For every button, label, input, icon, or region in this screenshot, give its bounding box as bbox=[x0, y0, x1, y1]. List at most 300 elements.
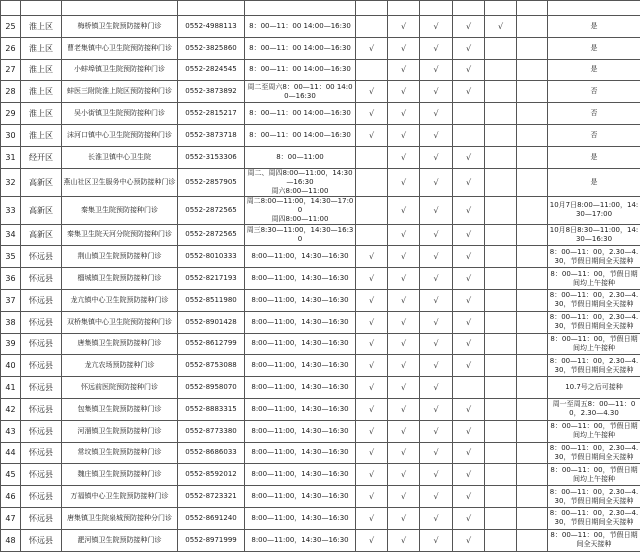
clinic-name-cell: 龙亢农场预防接种门诊 bbox=[62, 355, 178, 377]
check-cell-6 bbox=[517, 124, 548, 146]
check-cell-5 bbox=[485, 464, 517, 486]
check-cell-1: √ bbox=[356, 333, 388, 355]
phone-cell: 0552-3825860 bbox=[178, 37, 245, 59]
check-cell-6 bbox=[517, 398, 548, 420]
note-cell: 是 bbox=[548, 59, 640, 81]
check-cell-2: √ bbox=[388, 103, 420, 125]
clinic-name-cell: 曹老集镇中心卫生院预防接种门诊 bbox=[62, 37, 178, 59]
check-cell-3: √ bbox=[420, 268, 453, 290]
district-cell: 怀远县 bbox=[21, 398, 62, 420]
note-cell: 否 bbox=[548, 103, 640, 125]
table-row bbox=[1, 124, 640, 146]
check-cell-2: √ bbox=[388, 124, 420, 146]
district-cell: 怀远县 bbox=[21, 246, 62, 268]
table-row bbox=[1, 37, 640, 59]
note-cell: 8：00—11：00，节假日期间均上午接种 bbox=[548, 464, 640, 486]
note-cell: 8：00—11：00，2.30—4.30，节假日期间全天接种 bbox=[548, 311, 640, 333]
table-row bbox=[1, 486, 640, 508]
service-hours-cell: 8:00—11:00，14:30—16:30 bbox=[245, 311, 356, 333]
check-cell-4: √ bbox=[453, 168, 485, 196]
check-cell-5 bbox=[485, 398, 517, 420]
check-cell-1: √ bbox=[356, 103, 388, 125]
check-cell-2: √ bbox=[388, 268, 420, 290]
district-cell: 高新区 bbox=[21, 168, 62, 196]
clinic-name-cell: 沫河口镇中心卫生院预防接种门诊 bbox=[62, 124, 178, 146]
row-number-cell: 38 bbox=[1, 311, 21, 333]
service-hours-cell: 8:00—11:00，14:30—16:30 bbox=[245, 442, 356, 464]
district-cell: 淮上区 bbox=[21, 124, 62, 146]
service-hours-cell: 8：00—11：00 14:00—16:30 bbox=[245, 37, 356, 59]
check-cell-2: √ bbox=[388, 59, 420, 81]
clinic-name-cell: 唐集镇卫生院泉城预防接种分门诊 bbox=[62, 507, 178, 529]
check-cell-3: √ bbox=[420, 146, 453, 168]
service-hours-cell: 8:00—11:00，14:30—16:30 bbox=[245, 268, 356, 290]
check-cell-5 bbox=[485, 246, 517, 268]
check-cell-3: √ bbox=[420, 224, 453, 246]
row-number-cell: 27 bbox=[1, 59, 21, 81]
district-cell: 淮上区 bbox=[21, 16, 62, 38]
check-cell-3: √ bbox=[420, 377, 453, 399]
check-cell-6 bbox=[517, 168, 548, 196]
note-cell: 10.7号之后可接种 bbox=[548, 377, 640, 399]
check-cell-5 bbox=[485, 442, 517, 464]
table-row bbox=[1, 103, 640, 125]
check-cell-4: √ bbox=[453, 289, 485, 311]
check-cell-4 bbox=[453, 103, 485, 125]
district-cell: 经开区 bbox=[21, 146, 62, 168]
check-cell-5 bbox=[485, 168, 517, 196]
check-cell-4: √ bbox=[453, 420, 485, 442]
table-row bbox=[1, 507, 640, 529]
check-cell-4: √ bbox=[453, 507, 485, 529]
table-row bbox=[1, 529, 640, 551]
check-cell-3: √ bbox=[420, 398, 453, 420]
check-cell-3: √ bbox=[420, 529, 453, 551]
check-cell-4: √ bbox=[453, 146, 485, 168]
check-cell-6 bbox=[517, 16, 548, 38]
note-cell: 8：00—11：00，2.30—4.30，节假日期间全天接种 bbox=[548, 507, 640, 529]
check-cell-6 bbox=[517, 289, 548, 311]
check-cell-1: √ bbox=[356, 529, 388, 551]
check-cell-6 bbox=[517, 355, 548, 377]
clinic-name-cell: 小蚌埠镇卫生院预防接种门诊 bbox=[62, 59, 178, 81]
note-cell: 10月8日8:30—11:00，14:30—16:30 bbox=[548, 224, 640, 246]
table-row bbox=[1, 420, 640, 442]
note-cell: 8：00—11：00，节假日期间均上午接种 bbox=[548, 420, 640, 442]
clinic-name-cell: 魏庄镇卫生院预防接种门诊 bbox=[62, 464, 178, 486]
clinic-name-cell: 荆山镇卫生院预防接种门诊 bbox=[62, 246, 178, 268]
check-cell-4: √ bbox=[453, 268, 485, 290]
check-cell-4: √ bbox=[453, 59, 485, 81]
check-cell-6 bbox=[517, 333, 548, 355]
phone-cell: 0552-8971999 bbox=[178, 529, 245, 551]
note-cell: 8：00—11：00，节假日期间均上午接种 bbox=[548, 333, 640, 355]
check-cell-3: √ bbox=[420, 81, 453, 103]
table-row bbox=[1, 59, 640, 81]
service-hours-cell: 8:00—11:00，14:30—16:30 bbox=[245, 355, 356, 377]
phone-cell: 0552-8511980 bbox=[178, 289, 245, 311]
service-hours-cell: 8:00—11:00，14:30—16:30 bbox=[245, 377, 356, 399]
check-cell-5: √ bbox=[485, 16, 517, 38]
service-hours-cell: 8：00—11：00 14:00—16:30 bbox=[245, 16, 356, 38]
check-cell-3: √ bbox=[420, 37, 453, 59]
phone-cell: 0552-3873718 bbox=[178, 124, 245, 146]
note-cell: 周一至周五8：00—11：00，2.30—4.30 bbox=[548, 398, 640, 420]
phone-cell: 0552-2872565 bbox=[178, 224, 245, 246]
phone-cell: 0552-8686033 bbox=[178, 442, 245, 464]
row-number-cell: 39 bbox=[1, 333, 21, 355]
service-hours-cell: 周三8:30—11:00，14:30—16:30 bbox=[245, 224, 356, 246]
district-cell: 淮上区 bbox=[21, 59, 62, 81]
check-cell-6 bbox=[517, 507, 548, 529]
check-cell-5 bbox=[485, 377, 517, 399]
check-cell-1: √ bbox=[356, 442, 388, 464]
check-cell-6 bbox=[517, 246, 548, 268]
check-cell-4: √ bbox=[453, 398, 485, 420]
check-cell-4: √ bbox=[453, 311, 485, 333]
clinic-name-cell: 怀远前医院预防接种门诊 bbox=[62, 377, 178, 399]
district-cell: 淮上区 bbox=[21, 37, 62, 59]
clinic-name-cell: 梅桥镇卫生院预防接种门诊 bbox=[62, 16, 178, 38]
check-cell-5 bbox=[485, 289, 517, 311]
check-cell-1: √ bbox=[356, 486, 388, 508]
table-row bbox=[1, 224, 640, 246]
check-cell-3: √ bbox=[420, 507, 453, 529]
check-cell-6 bbox=[517, 529, 548, 551]
phone-cell: 0552-8592012 bbox=[178, 464, 245, 486]
district-cell: 怀远县 bbox=[21, 486, 62, 508]
clinic-name-cell: 淝河镇卫生院预防接种门诊 bbox=[62, 529, 178, 551]
service-hours-cell: 8：00—11：00 14:00—16:30 bbox=[245, 124, 356, 146]
check-cell-6 bbox=[517, 146, 548, 168]
service-hours-cell: 8:00—11:00，14:30—16:30 bbox=[245, 333, 356, 355]
check-cell-5 bbox=[485, 507, 517, 529]
clinic-name-cell: 燕山社区卫生服务中心预防接种门诊 bbox=[62, 168, 178, 196]
table-row bbox=[1, 246, 640, 268]
table-row bbox=[1, 442, 640, 464]
note-cell: 是 bbox=[548, 16, 640, 38]
check-cell-5 bbox=[485, 486, 517, 508]
check-cell-3: √ bbox=[420, 355, 453, 377]
table-row bbox=[1, 464, 640, 486]
check-cell-1 bbox=[356, 146, 388, 168]
check-cell-2: √ bbox=[388, 168, 420, 196]
service-hours-cell: 周二至周六8：00—11：00 14:00—16:30 bbox=[245, 81, 356, 103]
check-cell-5 bbox=[485, 268, 517, 290]
clinic-name-cell: 蚌医三附院淮上院区预防接种门诊 bbox=[62, 81, 178, 103]
district-cell: 高新区 bbox=[21, 196, 62, 224]
check-cell-5 bbox=[485, 311, 517, 333]
table-row bbox=[1, 146, 640, 168]
row-number-cell: 44 bbox=[1, 442, 21, 464]
row-number-cell: 41 bbox=[1, 377, 21, 399]
service-hours-cell: 8：00—11:00 bbox=[245, 146, 356, 168]
phone-cell: 0552-8723321 bbox=[178, 486, 245, 508]
note-cell: 8：00—11：00，2.30—4.30，节假日期间全天接种 bbox=[548, 486, 640, 508]
phone-cell: 0552-8691240 bbox=[178, 507, 245, 529]
district-cell: 怀远县 bbox=[21, 333, 62, 355]
check-cell-3: √ bbox=[420, 420, 453, 442]
clinic-name-cell: 秦集卫生院预防接种门诊 bbox=[62, 196, 178, 224]
service-hours-cell: 8：00—11：00 14:00—16:30 bbox=[245, 59, 356, 81]
row-number-cell: 45 bbox=[1, 464, 21, 486]
row-number-cell: 37 bbox=[1, 289, 21, 311]
check-cell-2: √ bbox=[388, 311, 420, 333]
check-cell-4: √ bbox=[453, 246, 485, 268]
district-cell: 怀远县 bbox=[21, 355, 62, 377]
check-cell-2: √ bbox=[388, 377, 420, 399]
district-cell: 淮上区 bbox=[21, 81, 62, 103]
phone-cell: 0552-8753088 bbox=[178, 355, 245, 377]
row-number-cell: 40 bbox=[1, 355, 21, 377]
clinic-name-cell: 万福镇中心卫生院预防接种门诊 bbox=[62, 486, 178, 508]
table-row bbox=[1, 196, 640, 224]
row-number-cell: 47 bbox=[1, 507, 21, 529]
check-cell-2: √ bbox=[388, 146, 420, 168]
service-hours-cell: 8:00—11:00，14:30—16:30 bbox=[245, 398, 356, 420]
check-cell-3: √ bbox=[420, 168, 453, 196]
table-row bbox=[1, 311, 640, 333]
check-cell-2: √ bbox=[388, 333, 420, 355]
check-cell-2: √ bbox=[388, 398, 420, 420]
table-row bbox=[1, 268, 640, 290]
table-row bbox=[1, 377, 640, 399]
check-cell-1: √ bbox=[356, 246, 388, 268]
service-hours-cell: 8:00—11:00，14:30—16:30 bbox=[245, 420, 356, 442]
note-cell: 否 bbox=[548, 124, 640, 146]
row-number-cell: 34 bbox=[1, 224, 21, 246]
check-cell-4 bbox=[453, 377, 485, 399]
check-cell-2: √ bbox=[388, 507, 420, 529]
phone-cell: 0552-2815217 bbox=[178, 103, 245, 125]
check-cell-1: √ bbox=[356, 37, 388, 59]
check-cell-2: √ bbox=[388, 81, 420, 103]
row-number-cell: 26 bbox=[1, 37, 21, 59]
district-cell: 高新区 bbox=[21, 224, 62, 246]
district-cell: 怀远县 bbox=[21, 377, 62, 399]
phone-cell: 0552-4988113 bbox=[178, 16, 245, 38]
check-cell-4: √ bbox=[453, 16, 485, 38]
check-cell-2: √ bbox=[388, 289, 420, 311]
clinic-name-cell: 常坟镇卫生院预防接种门诊 bbox=[62, 442, 178, 464]
check-cell-5 bbox=[485, 59, 517, 81]
note-cell: 10月7日8:00—11:00，14:30—17:00 bbox=[548, 196, 640, 224]
check-cell-3: √ bbox=[420, 246, 453, 268]
row-number-cell: 46 bbox=[1, 486, 21, 508]
row-number-cell: 31 bbox=[1, 146, 21, 168]
check-cell-5 bbox=[485, 420, 517, 442]
phone-cell: 0552-8217193 bbox=[178, 268, 245, 290]
check-cell-1: √ bbox=[356, 124, 388, 146]
check-cell-3: √ bbox=[420, 311, 453, 333]
service-hours-cell: 8:00—11:00，14:30—16:30 bbox=[245, 507, 356, 529]
clinic-name-cell: 双桥集镇中心卫生院预防接种门诊 bbox=[62, 311, 178, 333]
table-row bbox=[1, 168, 640, 196]
check-cell-5 bbox=[485, 103, 517, 125]
row-number-cell: 32 bbox=[1, 168, 21, 196]
phone-cell: 0552-8901428 bbox=[178, 311, 245, 333]
service-hours-cell: 8:00—11:00，14:30—16:30 bbox=[245, 486, 356, 508]
phone-cell: 0552-8010333 bbox=[178, 246, 245, 268]
check-cell-3: √ bbox=[420, 333, 453, 355]
row-number-cell: 30 bbox=[1, 124, 21, 146]
check-cell-6 bbox=[517, 81, 548, 103]
row-number-cell: 25 bbox=[1, 16, 21, 38]
table-row-partial-top bbox=[1, 1, 640, 16]
check-cell-2: √ bbox=[388, 37, 420, 59]
check-cell-1: √ bbox=[356, 420, 388, 442]
note-cell: 8：00—11：00，节假日期间全天接种 bbox=[548, 529, 640, 551]
row-number-cell: 36 bbox=[1, 268, 21, 290]
check-cell-5 bbox=[485, 146, 517, 168]
district-cell: 怀远县 bbox=[21, 442, 62, 464]
check-cell-2: √ bbox=[388, 442, 420, 464]
district-cell: 怀远县 bbox=[21, 420, 62, 442]
check-cell-3: √ bbox=[420, 486, 453, 508]
check-cell-6 bbox=[517, 311, 548, 333]
district-cell: 淮上区 bbox=[21, 103, 62, 125]
district-cell: 怀远县 bbox=[21, 268, 62, 290]
clinic-name-cell: 长淮卫镇中心卫生院 bbox=[62, 146, 178, 168]
check-cell-2: √ bbox=[388, 355, 420, 377]
phone-cell: 0552-3153306 bbox=[178, 146, 245, 168]
note-cell: 8：00—11：00，2.30—4.30，节假日期间全天接种 bbox=[548, 355, 640, 377]
check-cell-6 bbox=[517, 103, 548, 125]
district-cell: 怀远县 bbox=[21, 529, 62, 551]
note-cell: 是 bbox=[548, 168, 640, 196]
check-cell-2: √ bbox=[388, 529, 420, 551]
check-cell-4 bbox=[453, 124, 485, 146]
check-cell-1: √ bbox=[356, 311, 388, 333]
check-cell-4: √ bbox=[453, 37, 485, 59]
note-cell: 8：00—11：00，2.30—4.30，节假日期间全天接种 bbox=[548, 246, 640, 268]
clinic-name-cell: 包集镇卫生院预防接种门诊 bbox=[62, 398, 178, 420]
check-cell-3: √ bbox=[420, 442, 453, 464]
check-cell-5 bbox=[485, 529, 517, 551]
check-cell-2: √ bbox=[388, 420, 420, 442]
check-cell-6 bbox=[517, 420, 548, 442]
check-cell-1 bbox=[356, 168, 388, 196]
check-cell-4: √ bbox=[453, 196, 485, 224]
check-cell-3: √ bbox=[420, 103, 453, 125]
table-row bbox=[1, 16, 640, 38]
check-cell-2: √ bbox=[388, 196, 420, 224]
check-cell-4: √ bbox=[453, 224, 485, 246]
phone-cell: 0552-8612799 bbox=[178, 333, 245, 355]
check-cell-6 bbox=[517, 442, 548, 464]
check-cell-5 bbox=[485, 224, 517, 246]
district-cell: 怀远县 bbox=[21, 289, 62, 311]
check-cell-2: √ bbox=[388, 16, 420, 38]
check-cell-6 bbox=[517, 224, 548, 246]
check-cell-3: √ bbox=[420, 464, 453, 486]
check-cell-5 bbox=[485, 333, 517, 355]
check-cell-1: √ bbox=[356, 268, 388, 290]
check-cell-1: √ bbox=[356, 355, 388, 377]
check-cell-4: √ bbox=[453, 442, 485, 464]
phone-cell: 0552-8773380 bbox=[178, 420, 245, 442]
check-cell-3: √ bbox=[420, 16, 453, 38]
check-cell-4: √ bbox=[453, 486, 485, 508]
check-cell-5 bbox=[485, 81, 517, 103]
check-cell-1: √ bbox=[356, 398, 388, 420]
phone-cell: 0552-3873892 bbox=[178, 81, 245, 103]
note-cell: 是 bbox=[548, 37, 640, 59]
check-cell-1 bbox=[356, 196, 388, 224]
phone-cell: 0552-2857905 bbox=[178, 168, 245, 196]
phone-cell: 0552-2824545 bbox=[178, 59, 245, 81]
check-cell-3: √ bbox=[420, 124, 453, 146]
note-cell: 是 bbox=[548, 146, 640, 168]
check-cell-4: √ bbox=[453, 355, 485, 377]
row-number-cell: 29 bbox=[1, 103, 21, 125]
check-cell-5 bbox=[485, 37, 517, 59]
service-hours-cell: 8:00—11:00，14:30—16:30 bbox=[245, 289, 356, 311]
check-cell-2: √ bbox=[388, 224, 420, 246]
check-cell-3: √ bbox=[420, 59, 453, 81]
note-cell: 8：00—11：00，2.30—4.30，节假日期间全天接种 bbox=[548, 442, 640, 464]
check-cell-1: √ bbox=[356, 507, 388, 529]
check-cell-6 bbox=[517, 37, 548, 59]
note-cell: 否 bbox=[548, 81, 640, 103]
check-cell-5 bbox=[485, 124, 517, 146]
row-number-cell: 48 bbox=[1, 529, 21, 551]
check-cell-1 bbox=[356, 16, 388, 38]
clinic-name-cell: 唐集镇卫生院预防接种门诊 bbox=[62, 333, 178, 355]
note-cell: 8：00—11：00，节假日期间均上午接种 bbox=[548, 268, 640, 290]
row-number-cell: 42 bbox=[1, 398, 21, 420]
check-cell-5 bbox=[485, 355, 517, 377]
district-cell: 怀远县 bbox=[21, 464, 62, 486]
district-cell: 怀远县 bbox=[21, 507, 62, 529]
check-cell-6 bbox=[517, 268, 548, 290]
service-hours-cell: 8：00—11：00 14:00—16:30 bbox=[245, 103, 356, 125]
check-cell-1: √ bbox=[356, 464, 388, 486]
check-cell-2: √ bbox=[388, 464, 420, 486]
check-cell-1: √ bbox=[356, 81, 388, 103]
clinic-name-cell: 河溜镇卫生院预防接种门诊 bbox=[62, 420, 178, 442]
check-cell-5 bbox=[485, 196, 517, 224]
clinic-name-cell: 龙亢镇中心卫生院预防接种门诊 bbox=[62, 289, 178, 311]
table-row bbox=[1, 81, 640, 103]
check-cell-1 bbox=[356, 59, 388, 81]
table-row bbox=[1, 355, 640, 377]
check-cell-1 bbox=[356, 224, 388, 246]
service-hours-cell: 周二、周四8:00—11:00，14:30—16:30 周六8:00—11:00 bbox=[245, 168, 356, 196]
table-row bbox=[1, 289, 640, 311]
service-hours-cell: 8:00—11:00，14:30—16:30 bbox=[245, 246, 356, 268]
row-number-cell: 33 bbox=[1, 196, 21, 224]
check-cell-2: √ bbox=[388, 246, 420, 268]
clinic-name-cell: 榴城镇卫生院预防接种门诊 bbox=[62, 268, 178, 290]
service-hours-cell: 8:00—11:00，14:30—16:30 bbox=[245, 464, 356, 486]
row-number-cell: 28 bbox=[1, 81, 21, 103]
check-cell-6 bbox=[517, 377, 548, 399]
clinic-name-cell: 吴小街镇卫生院预防接种门诊 bbox=[62, 103, 178, 125]
table-body bbox=[1, 1, 640, 552]
service-hours-cell: 周二8:00—11:00，14:30—17:00 周四8:00—11:00 bbox=[245, 196, 356, 224]
check-cell-6 bbox=[517, 196, 548, 224]
check-cell-4: √ bbox=[453, 81, 485, 103]
row-number-cell: 35 bbox=[1, 246, 21, 268]
check-cell-4: √ bbox=[453, 333, 485, 355]
row-number-cell: 43 bbox=[1, 420, 21, 442]
check-cell-3: √ bbox=[420, 289, 453, 311]
check-cell-6 bbox=[517, 59, 548, 81]
check-cell-4: √ bbox=[453, 464, 485, 486]
phone-cell: 0552-8958070 bbox=[178, 377, 245, 399]
check-cell-1: √ bbox=[356, 289, 388, 311]
